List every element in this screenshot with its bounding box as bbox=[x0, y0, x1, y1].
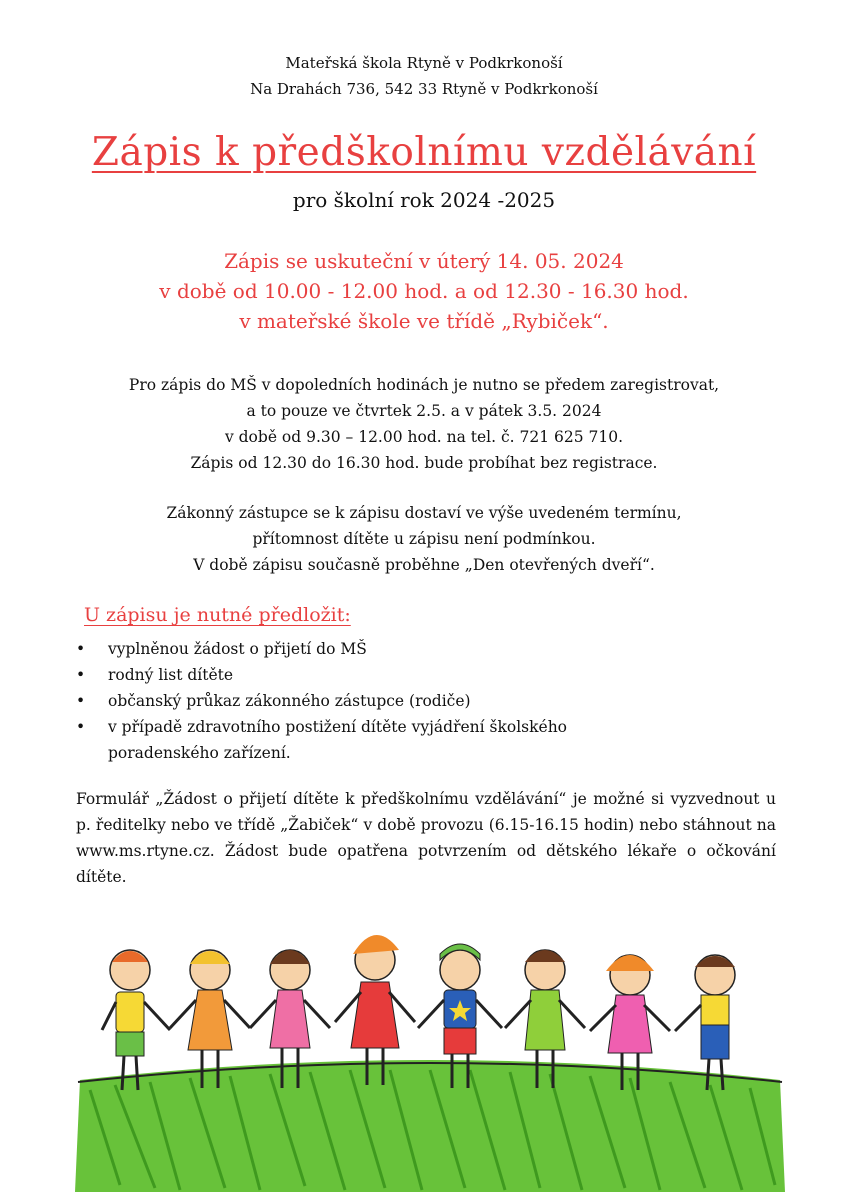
registration-info bbox=[0, 372, 848, 476]
school-year-subtitle: pro školní rok 2024 -2025 bbox=[292, 188, 556, 212]
requirements-heading: U zápisu je nutné předložit: bbox=[84, 604, 351, 626]
registration-line-2: a to pouze ve čtvrtek 2.5. a v pátek 3.5. 2024 bbox=[246, 402, 602, 420]
requirements-list bbox=[76, 636, 796, 766]
schedule-location: v mateřské škole ve třídě „Rybiček“. bbox=[239, 309, 609, 333]
list-item: • vyplněnou žádost o přijetí do MŠ bbox=[76, 636, 796, 662]
form-download-note: Formulář „Žádost o přijetí dítěte k předškolnímu vzdělávání“ je možné si vyzvednout u p. ředitelky nebo ve třídě „Žabiček“ v době provozu (6.15-16.15 hodin) nebo stáhnout na www.ms.rtyne.cz. Žádost bude opatřena potvrzením od dětského lékaře o očkování dítěte. bbox=[76, 790, 776, 886]
registration-line-4: Zápis od 12.30 do 16.30 hod. bude probíhat bez registrace. bbox=[190, 454, 658, 472]
schedule-hours: v době od 10.00 - 12.00 hod. a od 12.30 - 16.30 hod. bbox=[159, 279, 689, 303]
list-item: • občanský průkaz zákonného zástupce (rodiče) bbox=[76, 688, 796, 714]
child-figure bbox=[102, 950, 170, 1090]
list-item-continuation: poradenského zařízení. bbox=[108, 744, 291, 762]
list-item-text: v případě zdravotního postižení dítěte vyjádření školského bbox=[108, 718, 568, 736]
grass-hill bbox=[75, 1060, 785, 1192]
registration-line-1: Pro zápis do MŠ v dopoledních hodinách je nutno se předem zaregistrovat, bbox=[128, 376, 720, 394]
page-title: Zápis k předškolnímu vzdělávání bbox=[91, 130, 757, 175]
enrollment-schedule bbox=[0, 246, 848, 336]
registration-line-3: v době od 9.30 – 12.00 hod. na tel. č. 721 625 710. bbox=[224, 428, 624, 446]
school-address: Na Drahách 736, 542 33 Rtyně v Podkrkonoší bbox=[250, 80, 598, 98]
school-header bbox=[0, 50, 848, 102]
school-name: Mateřská škola Rtyně v Podkrkonoší bbox=[285, 54, 563, 72]
children-holding-hands-illustration bbox=[60, 900, 800, 1200]
list-item: • rodný list dítěte bbox=[76, 662, 796, 688]
legal-line-2: přítomnost dítěte u zápisu není podmínkou. bbox=[252, 530, 596, 548]
legal-line-1: Zákonný zástupce se k zápisu dostaví ve výše uvedeném termínu, bbox=[166, 504, 682, 522]
legal-guardian-info bbox=[0, 500, 848, 578]
schedule-date: Zápis se uskuteční v úterý 14. 05. 2024 bbox=[224, 249, 624, 273]
child-figure bbox=[675, 955, 735, 1090]
list-item bbox=[76, 714, 796, 766]
legal-line-3: V době zápisu současně proběhne „Den otevřených dveří“. bbox=[193, 556, 655, 574]
